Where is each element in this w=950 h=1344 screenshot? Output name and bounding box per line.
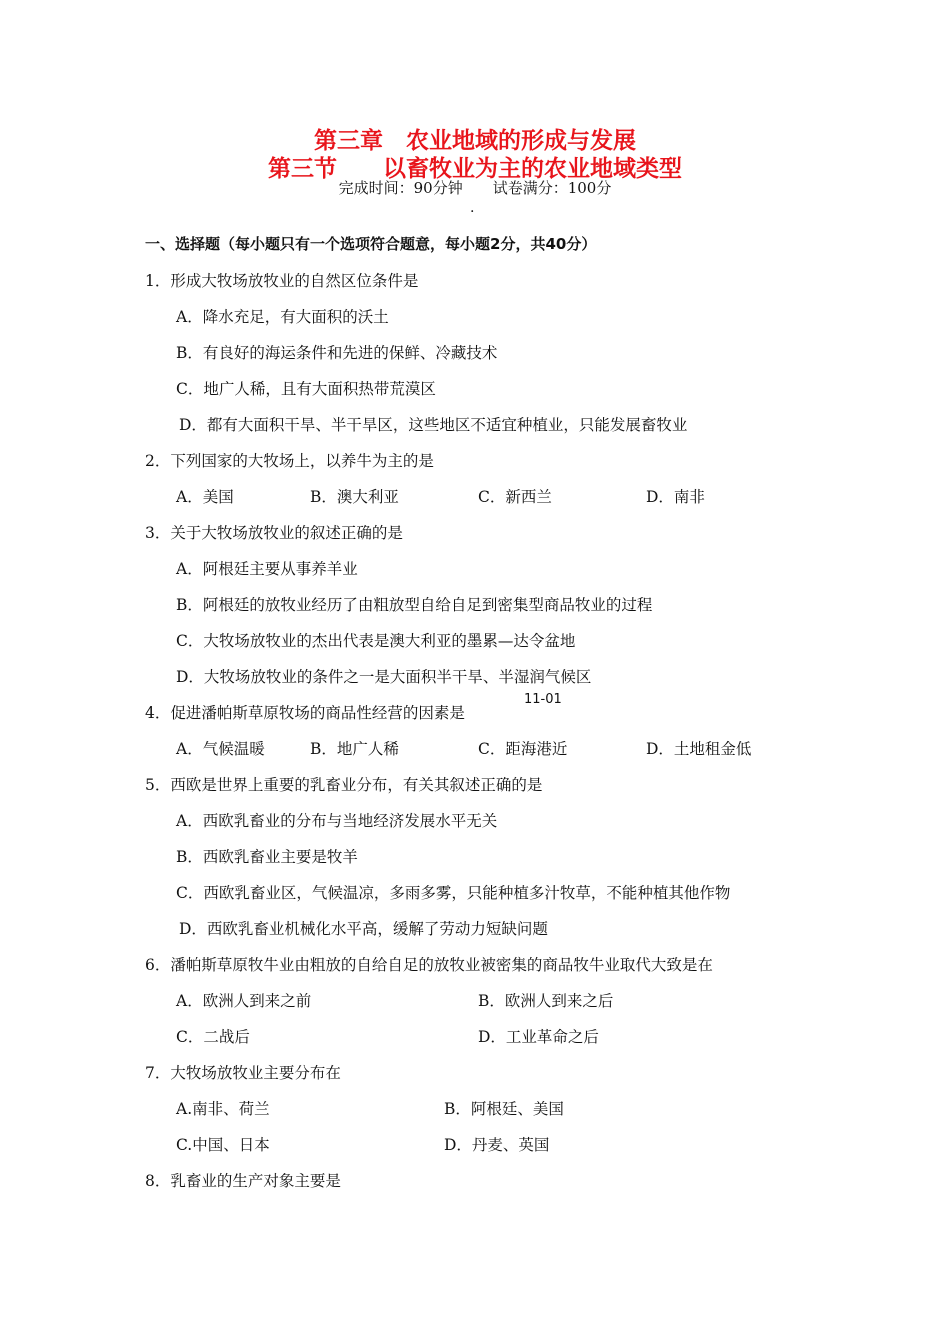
question-1-option-b: B．有良好的海运条件和先进的保鲜、冷藏技术 — [176, 344, 498, 362]
question-5-option-c: C．西欧乳畜业区，气候温凉，多雨多雾，只能种植多汁牧草，不能种植其他作物 — [176, 884, 731, 902]
question-3-option-a: A．阿根廷主要从事养羊业 — [176, 560, 358, 578]
question-6-stem: 6．潘帕斯草原牧牛业由粗放的自给自足的放牧业被密集的商品牧牛业取代大致是在 — [145, 956, 713, 974]
question-3-option-d: D．大牧场放牧业的条件之一是大面积半干旱、半湿润气候区 — [176, 668, 592, 686]
question-2-option-d: D．南非 — [646, 488, 705, 506]
question-5-option-d: D．西欧乳畜业机械化水平高，缓解了劳动力短缺问题 — [179, 920, 548, 938]
question-7-option-a: A.南非、荷兰 — [176, 1100, 270, 1118]
question-7-option-d: D．丹麦、英国 — [444, 1136, 550, 1154]
question-2-option-a: A．美国 — [176, 488, 234, 506]
section-heading: 一、选择题（每小题只有一个选项符合题意，每小题2分，共40分） — [145, 235, 597, 253]
question-6-option-c: C．二战后 — [176, 1028, 250, 1046]
question-5-option-b: B．西欧乳畜业主要是牧羊 — [176, 848, 358, 866]
question-5-stem: 5．西欧是世界上重要的乳畜业分布，有关其叙述正确的是 — [145, 776, 543, 794]
question-3-option-b: B．阿根廷的放牧业经历了由粗放型自给自足到密集型商品牧业的过程 — [176, 596, 653, 614]
question-7-option-c: C.中国、日本 — [176, 1136, 270, 1154]
exam-meta: 完成时间：90分钟 试卷满分：100分 — [338, 179, 612, 197]
question-5-option-a: A．西欧乳畜业的分布与当地经济发展水平无关 — [176, 812, 498, 830]
question-1-option-d: D．都有大面积干旱、半干旱区，这些地区不适宜种植业，只能发展畜牧业 — [179, 416, 688, 434]
chapter-title: 第三章 农业地域的形成与发展 — [314, 128, 636, 154]
question-4-option-a: A．气候温暖 — [176, 740, 265, 758]
question-3-option-c: C．大牧场放牧业的杰出代表是澳大利亚的墨累—达令盆地 — [176, 632, 576, 650]
question-1-option-c: C．地广人稀，且有大面积热带荒漠区 — [176, 380, 436, 398]
question-4-stem: 4．促进潘帕斯草原牧场的商品性经营的因素是 — [145, 704, 465, 722]
question-4-option-c: C．距海港近 — [478, 740, 568, 758]
question-6-option-b: B．欧洲人到来之后 — [478, 992, 614, 1010]
question-1-option-a: A．降水充足，有大面积的沃土 — [176, 308, 389, 326]
question-6-option-d: D．工业革命之后 — [478, 1028, 599, 1046]
question-2-option-b: B．澳大利亚 — [310, 488, 399, 506]
question-6-option-a: A．欧洲人到来之前 — [176, 992, 312, 1010]
question-3-stem: 3．关于大牧场放牧业的叙述正确的是 — [145, 524, 403, 542]
question-4-option-d: D．土地租金低 — [646, 740, 752, 758]
question-2-option-c: C．新西兰 — [478, 488, 552, 506]
question-8-stem: 8．乳畜业的生产对象主要是 — [145, 1172, 341, 1190]
question-4-option-b: B．地广人稀 — [310, 740, 399, 758]
question-2-stem: 2．下列国家的大牧场上，以养牛为主的是 — [145, 452, 434, 470]
question-7-option-b: B．阿根廷、美国 — [444, 1100, 564, 1118]
question-1-stem: 1．形成大牧场放牧业的自然区位条件是 — [145, 272, 419, 290]
section-title: 第三节 以畜牧业为主的农业地域类型 — [268, 156, 682, 182]
page-stamp: 11-01 — [524, 692, 562, 707]
dot-mark: . — [470, 200, 475, 216]
question-7-stem: 7．大牧场放牧业主要分布在 — [145, 1064, 341, 1082]
